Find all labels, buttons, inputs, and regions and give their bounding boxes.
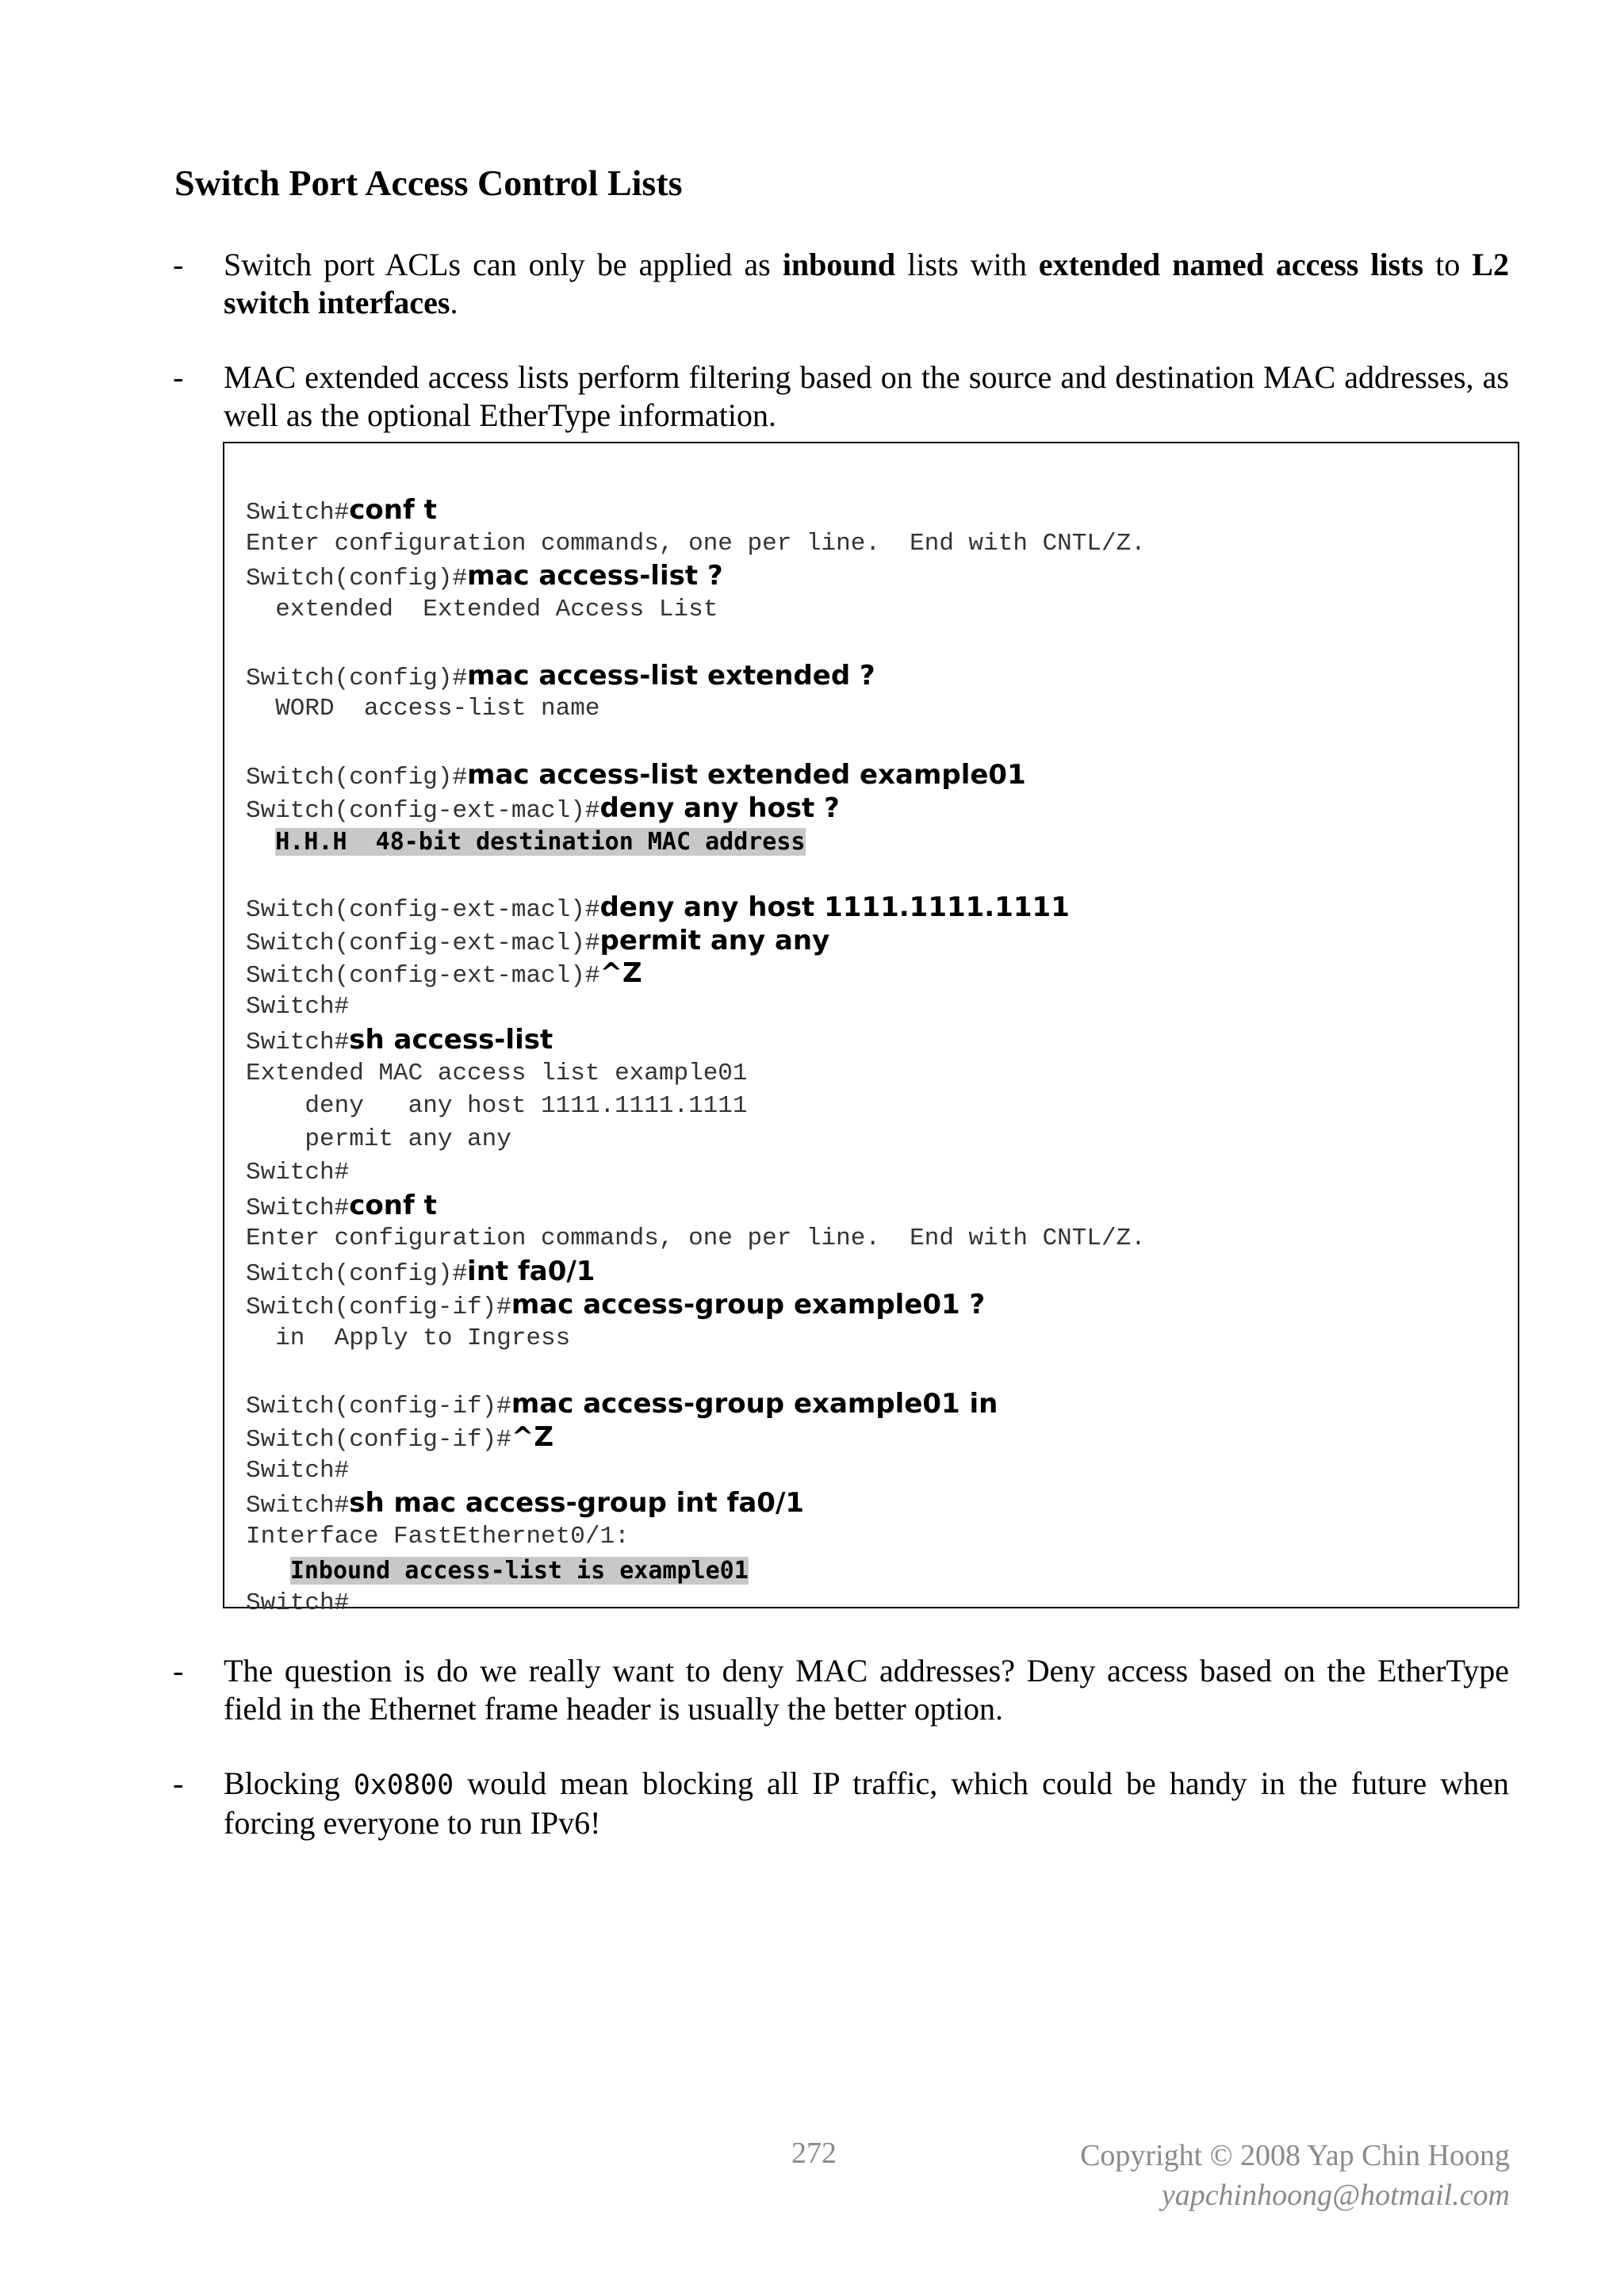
copyright-text: Copyright © 2008 Yap Chin Hoong bbox=[1080, 2139, 1510, 2172]
code-line: Switch(config)#mac access-list ? bbox=[246, 560, 723, 593]
cli-transcript bbox=[246, 461, 1146, 1686]
footer-copyright bbox=[1080, 2136, 1510, 2215]
bullet-text: The question is do we really want to deny MAC addresses? Deny access based on the EtherType field in the Ethernet frame header is usually the better option. bbox=[224, 1653, 1509, 1727]
text-run: lists with bbox=[895, 247, 1039, 282]
bold-l2-switch-interfaces: L2 switch interfaces bbox=[224, 247, 1509, 320]
bullet-dash: - bbox=[173, 1653, 184, 1688]
bullet-blocking-ethertype bbox=[173, 1765, 1509, 1842]
highlight: H.H.H 48-bit destination MAC address bbox=[275, 828, 806, 857]
bullet-dash: - bbox=[173, 359, 184, 395]
cli-code-box bbox=[223, 442, 1519, 1617]
code-line: Switch#sh access-list bbox=[246, 1023, 553, 1056]
author-email: yapchinhoong@hotmail.com bbox=[1161, 2179, 1510, 2212]
code-line: Enter configuration commands, one per line. End with CNTL/Z. bbox=[246, 529, 1146, 558]
code-line: Enter configuration commands, one per line. End with CNTL/Z. bbox=[246, 1225, 1146, 1253]
code-line: Switch(config)#mac access-list extended ? bbox=[246, 659, 875, 692]
highlight: Inbound access-list is example01 bbox=[289, 1556, 749, 1585]
bullet-switch-port-acls bbox=[173, 246, 1509, 322]
code-line: Switch# bbox=[246, 1456, 350, 1485]
code-line: Switch#conf t bbox=[246, 493, 437, 527]
code-line: deny any host 1111.1111.1111 bbox=[246, 1092, 748, 1121]
code-blank-line bbox=[246, 1355, 1146, 1388]
code-line: WORD access-list name bbox=[246, 695, 600, 723]
bullet-mac-extended-acls bbox=[173, 358, 1509, 435]
code-line: Switch(config-ext-macl)#permit any any bbox=[246, 924, 830, 957]
code-line: permit any any bbox=[246, 1125, 511, 1153]
inline-code: 0x0800 bbox=[353, 1769, 454, 1801]
code-line: Switch(config)#int fa0/1 bbox=[246, 1255, 596, 1288]
code-line: Switch# bbox=[246, 993, 350, 1021]
code-line: Switch(config-if)#^Z bbox=[246, 1420, 554, 1454]
page-title: Switch Port Access Control Lists bbox=[174, 163, 683, 203]
code-line: extended Extended Access List bbox=[246, 596, 718, 623]
code-blank-line bbox=[246, 858, 1146, 891]
code-blank-line bbox=[246, 627, 1146, 660]
bullet-deny-mac-question bbox=[173, 1652, 1509, 1728]
text-run: would mean blocking all IP traffic, which could be handy in the future when forcing everyone to run IPv6! bbox=[224, 1765, 1509, 1841]
text-run: Switch port ACLs can only be applied as bbox=[224, 247, 783, 282]
code-line: Switch(config-if)#mac access-group example01 in bbox=[246, 1388, 998, 1420]
code-line-highlighted bbox=[246, 825, 1146, 858]
code-blank-line bbox=[246, 726, 1146, 759]
code-line: Switch# bbox=[246, 1589, 350, 1617]
code-line: Switch(config-ext-macl)#deny any host ? bbox=[246, 792, 840, 825]
bullet-text bbox=[224, 246, 1509, 322]
code-line: Switch(config)#mac access-list extended example01 bbox=[246, 758, 1026, 792]
bullet-dash: - bbox=[173, 247, 184, 282]
code-line: Switch# bbox=[246, 1158, 350, 1186]
code-line: Switch(config-ext-macl)#deny any host 1111.1111.1111 bbox=[246, 891, 1070, 924]
bold-inbound: inbound bbox=[782, 247, 896, 282]
code-line: Switch#conf t bbox=[246, 1189, 437, 1222]
code-line-highlighted bbox=[246, 1554, 1146, 1587]
code-line: Interface FastEthernet0/1: bbox=[246, 1523, 630, 1550]
code-line: Switch#sh mac access-group int fa0/1 bbox=[246, 1487, 805, 1520]
text-run: . bbox=[450, 285, 458, 320]
page-number: 272 bbox=[791, 2137, 837, 2170]
bullet-text bbox=[224, 1765, 1509, 1842]
bold-extended-named-access-lists: extended named access lists bbox=[1038, 247, 1424, 282]
bullet-text: MAC extended access lists perform filtering based on the source and destination MAC addresses, as well as the optional EtherType information. bbox=[224, 359, 1509, 433]
text-run: Blocking bbox=[224, 1765, 354, 1801]
text-run: to bbox=[1423, 247, 1473, 282]
code-line: in Apply to Ingress bbox=[246, 1324, 571, 1352]
code-line: Switch(config-if)#mac access-group example01 ? bbox=[246, 1288, 986, 1321]
bullet-dash: - bbox=[173, 1765, 184, 1801]
code-line: Switch(config-ext-macl)#^Z bbox=[246, 957, 642, 991]
code-line: Extended MAC access list example01 bbox=[246, 1059, 748, 1087]
